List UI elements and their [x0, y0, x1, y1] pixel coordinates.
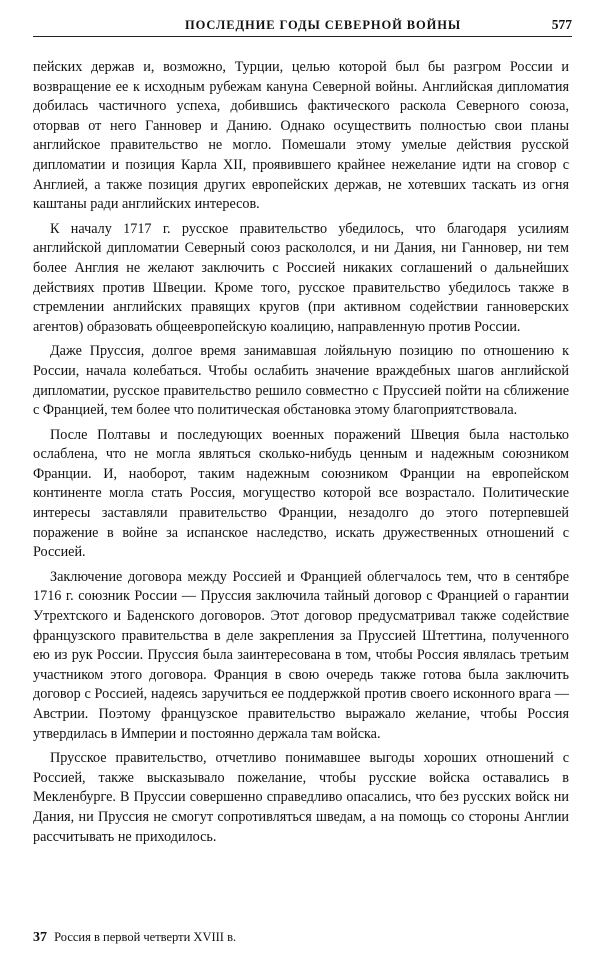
paragraph: К началу 1717 г. русское правительство убедилось, что благодаря усилиям английской дипломатии Северный союз раскололся, и ни Дания, ни Ганновер, ни тем более Англия не желают заключить с Россией никаких соглашений о дальнейших действиях против Швеции. Кроме того, русское правительство убедилось также в стремлении английских правящих кругов (при активном содействии ганноверских агентов) образовать общеевропейскую коалицию, направленную против России.: [33, 220, 569, 335]
running-header: [33, 16, 572, 37]
paragraph: Заключение договора между Россией и Францией облегчалось тем, что в сентябре 1716 г. союзник России — Пруссия заключила тайный договор с Францией о гарантии Утрехтского и Баденского договоров. Этот договор предусматривал также содействие французского правительства в деле закрепления за Пруссией Штеттина, полученного ею из рук России. Пруссия была заинтересована в том, чтобы Россия являлась третьим участником этого договора. Франция в свою очередь также готова была заключить договор с Россией, надеясь заручиться ее поддержкой против своего исконного врага — Австрии. Поэтому французское правительство выражало желание, чтобы Россия утвердилась в Империи и постоянно держала там войска.: [33, 568, 569, 742]
running-title: ПОСЛЕДНИЕ ГОДЫ СЕВЕРНОЙ ВОЙНЫ: [185, 18, 462, 32]
paragraph: Прусское правительство, отчетливо понимавшее выгоды хороших отношений с Россией, также высказывало пожелание, чтобы русские войска оставались в Мекленбурге. В Пруссии совершенно справедливо опасались, что без русских войск ни Дания, ни Пруссия не смогут сопротивляться шведам, а на помощь со стороны Англии рассчитывать не приходилось.: [33, 750, 569, 845]
paragraph: Даже Пруссия, долгое время занимавшая лойяльную позицию по отношению к России, начала колебаться. Чтобы ослабить значение враждебных шагов английской дипломатии, русское правительство решило совместно с Пруссией пойти на сближение с Францией, тем более что политическая обстановка этому благоприятствовала.: [33, 343, 569, 419]
paragraph: После Полтавы и последующих военных поражений Швеция была настолько ослаблена, что не могла являться сколько-нибудь ценным и надежным союзником Франции. И, наоборот, таким надежным союзником Франции на европейском континенте могла стать Россия, могущество которой все возрастало. Политические интересы заставляли правительство Франции, незадолго до этого потерпевшей поражение в войне за испанское наследство, искать дружественных отношений с Россией.: [33, 426, 569, 561]
page-number: 577: [551, 17, 572, 32]
signature-text: Россия в первой четверти XVIII в.: [54, 930, 237, 944]
signature-number: 37: [33, 930, 47, 945]
paragraph-continuation: пейских держав и, возможно, Турции, целью которой был бы разгром России и возвращение ее к исходным рубежам кануна Северной войны. Английская дипломатия добилась частичного успеха, добившись фактического раскола Северного союза, оторвав от него Ганновер и Данию. Однако осуществить полностью свои планы английское правительство не могло. Помешали этому умелые действия русской дипломатии и позиция Карла XII, проявившего крайнее нежелание идти на сговор с Англией, а также позиция других европейских держав, не хотевших таскать из огня каштаны ради английских интересов.: [33, 59, 569, 213]
main-text: [33, 58, 569, 847]
signature-footer: [33, 930, 236, 946]
